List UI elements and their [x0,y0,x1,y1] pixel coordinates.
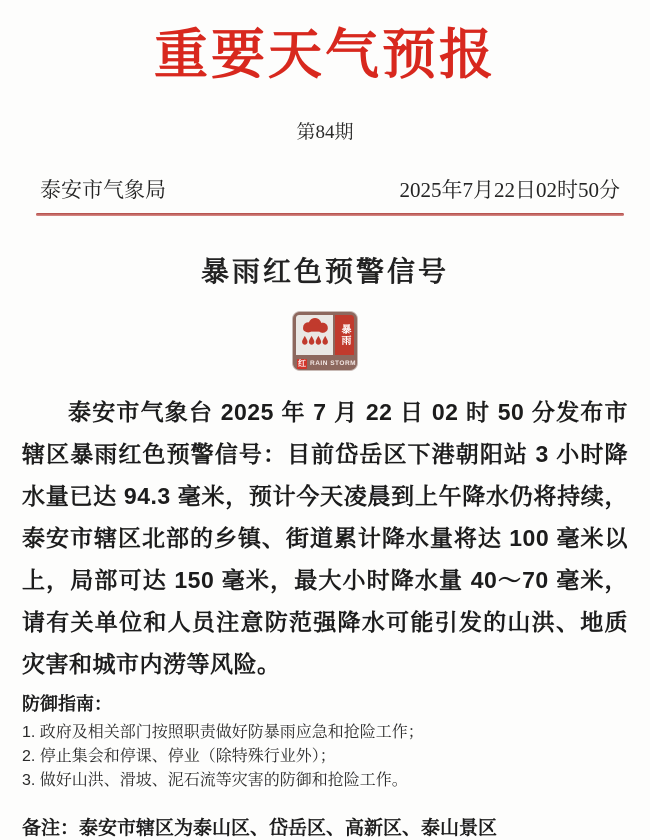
document-title: 重要天气预报 [154,25,496,85]
issue-datetime: 2025年7月22日02时50分 [399,178,620,203]
issuing-agency: 泰安市气象局 [40,178,166,203]
warning-icon-bottom-bar [296,357,357,370]
warning-type-label: 暴雨 [335,315,354,355]
red-divider-line [36,213,624,216]
defense-guide-item: 1. 政府及相关部门按照职责做好防暴雨应急和抢险工作； [22,724,424,742]
defense-guide-item: 3. 做好山洪、滑坡、泥石流等灾害的防御和抢险工作。 [22,772,408,790]
alert-body-paragraph: 泰安市气象台 2025 年 7 月 22 日 02 时 50 分发布市辖区暴雨红色预警信号：目前岱岳区下港朝阳站 3 小时降水量已达 94.3 毫米，预计今天凌晨到上午降水仍将持续，泰安市辖区北部的乡镇、街道累计降水量将达 100 毫米以上，局部可达 150 毫米，最大小时降水量 40～70 毫米，请有关单位和人员注意防范强降水可能引发的山洪、地质灾害和城市内涝等风险。 [22,399,628,678]
warning-icon-top [296,315,354,355]
document-meta-row [0,174,650,204]
rainstorm-red-warning-icon [293,312,357,370]
warning-sign-container [0,312,650,370]
defense-guide-heading: 防御指南： [22,694,112,715]
remark-line: 备注：泰安市辖区为泰山区、岱岳区、高新区、泰山景区 [22,818,498,840]
warning-level-english: RAIN STORM [310,360,357,368]
warning-level-badge: 红 [298,358,306,368]
issue-number: 第84期 [296,122,354,144]
alert-subtitle: 暴雨红色预警信号 [200,257,449,289]
rain-cloud-icon [296,315,333,355]
defense-guide-item: 2. 停止集会和停课、停业（除特殊行业外）； [22,748,336,766]
